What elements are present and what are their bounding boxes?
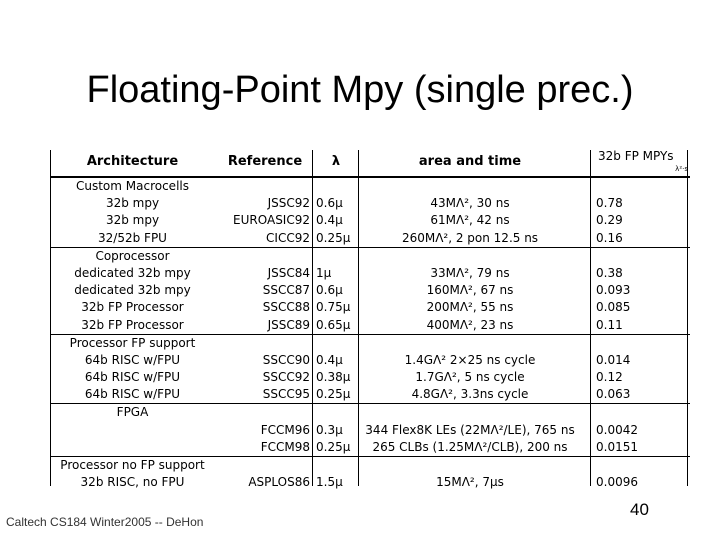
table-group-row [50, 178, 690, 195]
cell-area-time: 4.8GΛ², 3.3ns cycle [411, 387, 529, 402]
cell-fp-mpys: 0.11 [596, 317, 623, 332]
table-body [50, 178, 690, 491]
cell-architecture: Processor no FP support [60, 458, 205, 472]
table-row [50, 422, 690, 439]
cell-architecture: 32b FP Processor [81, 317, 184, 332]
cell-fp-mpys: 0.78 [596, 196, 623, 211]
fp-mpy-table [50, 150, 690, 491]
cell-architecture: 32/52b FPU [98, 230, 167, 245]
cell-fp-mpys: 0.0151 [596, 439, 638, 454]
slide-title: Floating-Point Mpy (single prec.) [86, 69, 634, 111]
cell-area-time: 1.7GΛ², 5 ns cycle [415, 370, 525, 385]
cell-reference: SSCC95 [262, 387, 310, 402]
cell-lambda: 0.4μ [316, 352, 343, 367]
cell-reference: SSCC92 [262, 370, 310, 385]
cell-architecture: dedicated 32b mpy [74, 283, 191, 298]
cell-lambda: 0.75μ [316, 300, 351, 315]
cell-lambda: 1.5μ [316, 475, 343, 490]
cell-reference: SSCC87 [262, 283, 310, 298]
cell-area-time: 200MΛ², 55 ns [426, 300, 514, 315]
cell-area-time: 265 CLBs (1.25MΛ²/CLB), 200 ns [372, 439, 568, 454]
cell-lambda: 0.65μ [316, 317, 351, 332]
table-header [50, 150, 690, 178]
cell-fp-mpys: 0.093 [596, 283, 631, 298]
cell-architecture: dedicated 32b mpy [74, 265, 191, 280]
header-lambda: λ [331, 154, 341, 169]
cell-lambda: 0.38μ [316, 370, 351, 385]
cell-reference: FCCM96 [260, 422, 310, 437]
table-row [50, 352, 690, 369]
cell-lambda: 0.3μ [316, 422, 343, 437]
table-row [50, 439, 690, 456]
header-fp-mpys-label: 32b FP MPYs [598, 149, 674, 163]
table-row [50, 474, 690, 491]
cell-architecture: 64b RISC w/FPU [84, 352, 181, 367]
page-number: 40 [630, 500, 649, 519]
cell-area-time: 61MΛ², 42 ns [430, 213, 510, 228]
cell-area-time: 43MΛ², 30 ns [430, 196, 510, 211]
cell-fp-mpys: 0.0042 [596, 422, 638, 437]
table-group-row [50, 403, 690, 421]
cell-fp-mpys: 0.29 [596, 213, 623, 228]
cell-architecture: 32b RISC, no FPU [80, 475, 185, 490]
cell-architecture: 32b FP Processor [81, 300, 184, 315]
cell-fp-mpys: 0.12 [596, 370, 623, 385]
cell-reference: CICC92 [266, 230, 310, 245]
cell-architecture: 64b RISC w/FPU [84, 387, 181, 402]
cell-area-time: 33MΛ², 79 ns [430, 265, 510, 280]
header-reference: Reference [227, 154, 303, 169]
cell-fp-mpys: 0.085 [596, 300, 631, 315]
cell-area-time: 160MΛ², 67 ns [426, 283, 514, 298]
header-architecture: Architecture [86, 154, 179, 169]
table-group-row [50, 247, 690, 265]
table-row [50, 386, 690, 403]
table-row [50, 265, 690, 282]
cell-architecture: 32b mpy [105, 213, 160, 228]
cell-fp-mpys: 0.38 [596, 265, 623, 280]
cell-reference: JSSC92 [267, 196, 310, 211]
table-row [50, 212, 690, 229]
cell-lambda: 0.25μ [316, 387, 351, 402]
cell-reference: SSCC88 [262, 300, 310, 315]
cell-fp-mpys: 0.063 [596, 387, 631, 402]
table-row [50, 282, 690, 299]
cell-area-time: 1.4GΛ² 2×25 ns cycle [404, 352, 536, 367]
footer-credit: Caltech CS184 Winter2005 -- DeHon [6, 515, 204, 529]
cell-architecture: FPGA [116, 405, 149, 420]
cell-architecture: 64b RISC w/FPU [84, 370, 181, 385]
cell-reference: EUROASIC92 [233, 213, 310, 228]
cell-reference: FCCM98 [260, 439, 310, 454]
cell-reference: JSSC89 [267, 317, 310, 332]
cell-lambda: 0.6μ [316, 196, 343, 211]
cell-fp-mpys: 0.16 [596, 230, 623, 245]
cell-reference: ASPLOS86 [248, 475, 310, 490]
table-row [50, 317, 690, 334]
cell-architecture: Custom Macrocells [75, 179, 189, 193]
header-area-time: area and time [418, 154, 522, 169]
cell-architecture: 32b mpy [105, 196, 160, 211]
cell-reference: JSSC84 [267, 265, 310, 280]
cell-area-time: 344 Flex8K LEs (22MΛ²/LE), 765 ns [365, 422, 575, 437]
cell-fp-mpys: 0.0096 [596, 475, 638, 490]
cell-lambda: 0.4μ [316, 213, 343, 228]
cell-lambda: 1μ [316, 265, 332, 280]
cell-lambda: 0.25μ [316, 230, 351, 245]
table-group-row [50, 456, 690, 474]
cell-area-time: 15MΛ², 7μs [436, 475, 504, 490]
cell-lambda: 0.25μ [316, 439, 351, 454]
cell-architecture: Processor FP support [69, 335, 196, 350]
header-fp-mpys-unit: λ²·s [675, 165, 688, 173]
cell-area-time: 260MΛ², 2 pon 12.5 ns [401, 230, 539, 245]
table-group-row [50, 334, 690, 352]
table-row [50, 299, 690, 316]
table-row [50, 369, 690, 386]
table-row [50, 230, 690, 247]
cell-area-time: 400MΛ², 23 ns [426, 317, 514, 332]
cell-fp-mpys: 0.014 [596, 352, 631, 367]
cell-architecture: Coprocessor [95, 248, 170, 263]
cell-reference: SSCC90 [262, 352, 310, 367]
cell-lambda: 0.6μ [316, 283, 343, 298]
table-row [50, 195, 690, 212]
header-fp-mpys [598, 150, 688, 176]
